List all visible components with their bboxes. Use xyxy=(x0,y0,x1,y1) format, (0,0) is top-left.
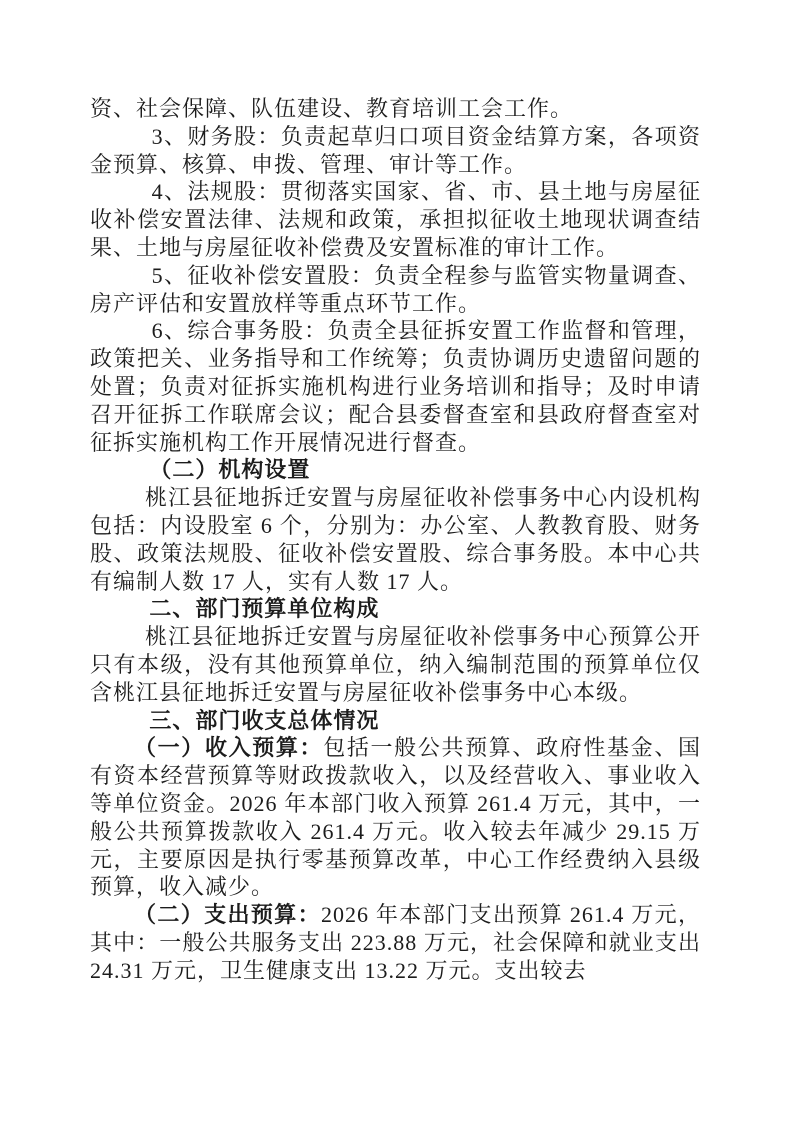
body-paragraph-expenditure-budget xyxy=(90,901,701,984)
body-paragraph-continuation: 资、社会保障、队伍建设、教育培训工会工作。 xyxy=(90,96,574,121)
numbered-item-finance-unit: 3、财务股：负责起草归口项目资金结算方案，各项资金预算、核算、申拨、管理、审计等工作。 xyxy=(90,123,701,177)
numbered-item-compensation-unit: 5、征收补偿安置股：负责全程参与监管实物量调查、房产评估和安置放样等重点环节工作。 xyxy=(90,262,701,316)
section-heading-budget-unit-composition: 二、部门预算单位构成 xyxy=(149,596,380,622)
numbered-item-general-affairs-unit: 6、综合事务股：负责全县征拆安置工作监督和管理，政策把关、业务指导和工作统筹；负责协调历史遗留问题的处置；负责对征拆实施机构进行业务培训和指导；及时申请召开征拆工作联席会议；配合县委督查室和县政府督查室对征拆实施机构工作开展情况进行督查。 xyxy=(90,318,701,455)
body-paragraph-budget-unit: 桃江县征地拆迁安置与房屋征收补偿事务中心预算公开只有本级，没有其他预算单位，纳入编制范围的预算单位仅含桃江县征地拆迁安置与房屋征收补偿事务中心本级。 xyxy=(90,624,701,705)
expenditure-budget-text: 2026 年本部门支出预算 261.4 万元，其中：一般公共服务支出 223.88 万元，社会保障和就业支出 24.31 万元，卫生健康支出 13.22 万元。支出较去 xyxy=(90,902,701,983)
body-paragraph-organization: 桃江县征地拆迁安置与房屋征收补偿事务中心内设机构包括：内设股室 6 个，分别为：办公室、人教教育股、财务股、政策法规股、征收补偿安置股、综合事务股。本中心共有编制人数 17 人，实有人数 17 人。 xyxy=(90,485,701,594)
income-budget-label: （一）收入预算： xyxy=(134,735,324,761)
numbered-item-regulation-unit: 4、法规股：贯彻落实国家、省、市、县土地与房屋征收补偿安置法律、法规和政策，承担拟征收土地现状调查结果、土地与房屋征收补偿费及安置标准的审计工作。 xyxy=(90,179,701,260)
body-paragraph-income-budget xyxy=(90,734,701,901)
income-budget-text: 包括一般公共预算、政府性基金、国有资本经营预算等财政拨款收入，以及经营收入、事业收入等单位资金。2026 年本部门收入预算 261.4 万元，其中，一般公共预算拨款收入 261.4 万元。收入较去年减少 29.15 万元，主要原因是执行零基预算改革，中心工作经费纳入县级预算，收入减少。 xyxy=(90,735,701,900)
expenditure-budget-label: （二）支出预算： xyxy=(134,902,322,928)
section-heading-organization-setup: （二）机构设置 xyxy=(149,457,311,483)
section-heading-revenue-expenditure-overview: 三、部门收支总体情况 xyxy=(149,707,380,733)
